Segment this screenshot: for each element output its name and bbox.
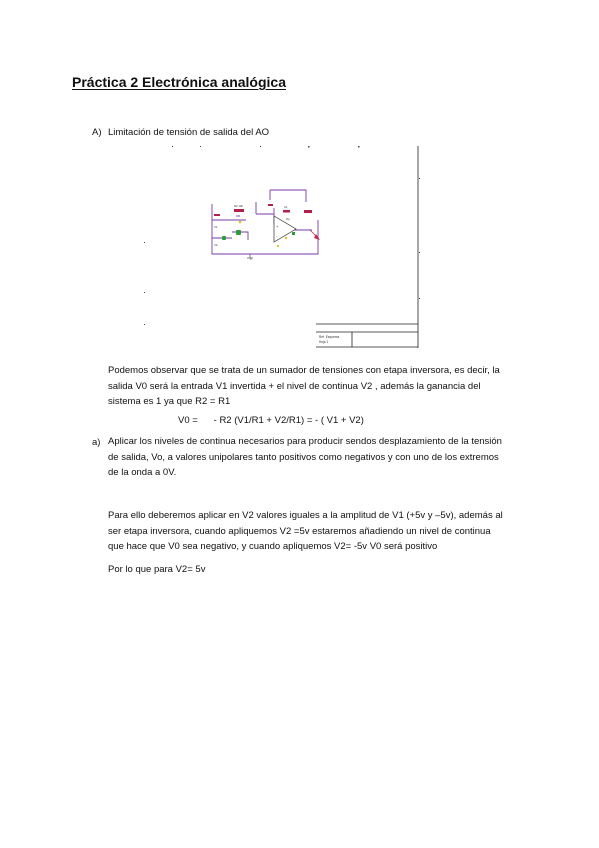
item-a-line: de salida, Vo, a valores unipolares tanto positivos como negativos y con uno de los extremos — [108, 451, 499, 463]
analysis-line: Podemos observar que se trata de un sumador de tensiones con etapa inversora, es decir, la — [108, 365, 500, 376]
explanation-paragraph — [108, 508, 528, 555]
svg-text:0: 0 — [250, 257, 252, 261]
page-title: Práctica 2 Electrónica analógica — [72, 74, 286, 90]
explanation-line: Para ello deberemos aplicar en V2 valores iguales a la amplitud de V1 (+5v y –5v), además al — [108, 510, 503, 521]
title-block-ref: Ref. Esquema — [319, 335, 340, 339]
svg-text:+: + — [276, 224, 279, 229]
section-a-heading: Limitación de tensión de salida del AO — [108, 127, 270, 138]
svg-text:V2: V2 — [214, 243, 218, 247]
explanation-line: que hace que V0 sea negativo, y cuando apliquemos V2= -5v V0 será positivo — [108, 541, 438, 552]
svg-text:V1: V1 — [214, 225, 218, 229]
analysis-paragraph — [108, 363, 528, 410]
conclusion-text: Por lo que para V2= 5v — [108, 564, 206, 575]
circuit-schematic-figure — [108, 142, 424, 354]
item-a-marker: a) — [92, 437, 101, 448]
svg-text:Op: Op — [286, 217, 290, 221]
section-a-marker: A) — [92, 127, 102, 138]
circuit-schematic-icon — [108, 142, 424, 354]
svg-text:-: - — [276, 233, 278, 238]
item-a-line: Aplicar los niveles de continua necesarios para producir sendos desplazamiento de la tensión — [108, 436, 502, 447]
svg-text:R2 10k: R2 10k — [234, 204, 243, 208]
analysis-line: sistema es 1 ya que R2 = R1 — [108, 396, 231, 407]
analysis-line: salida V0 será la entrada V1 invertida + el nivel de continua V2 , además la ganancia del — [108, 380, 481, 392]
explanation-line: ser etapa inversora, cuando apliquemos V2 =5v estaremos añadiendo un nivel de continua — [108, 525, 491, 537]
svg-text:U1: U1 — [284, 205, 288, 209]
title-block-sheet: Hoja 1 — [319, 340, 329, 344]
item-a-paragraph — [108, 434, 528, 481]
item-a-line: de la onda a 0V. — [108, 467, 177, 478]
transfer-equation: V0 = - R2 (V1/R1 + V2/R1) = - ( V1 + V2) — [178, 415, 364, 426]
